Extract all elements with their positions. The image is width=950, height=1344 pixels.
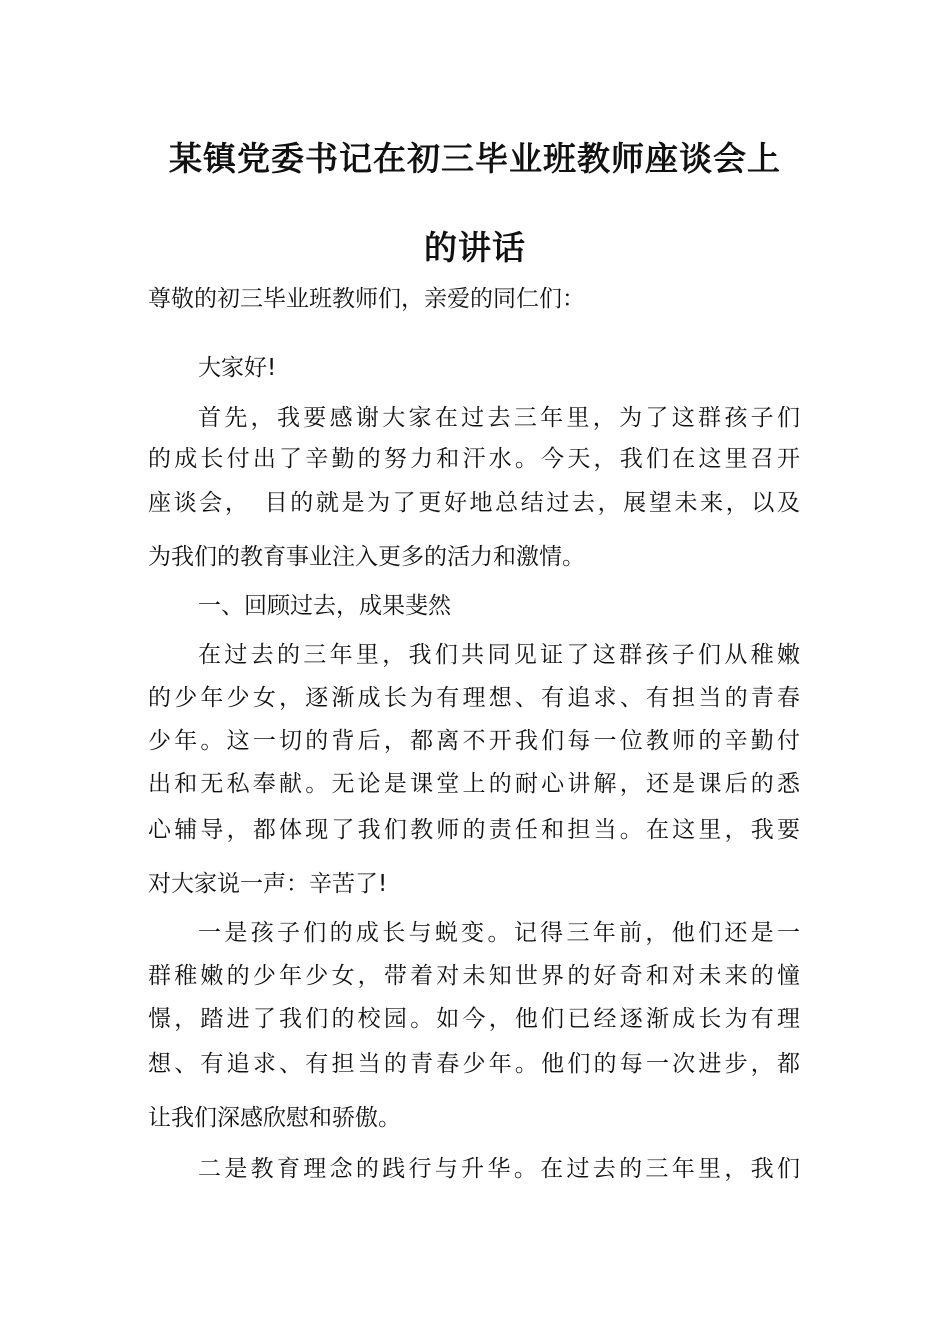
paragraph-line: 首先，我要感谢大家在过去三年里，为了这群孩子们	[198, 405, 800, 431]
section-heading: 一、回顾过去，成果斐然	[198, 593, 451, 619]
paragraph-line: 心辅导，都体现了我们教师的责任和担当。在这里，我要	[148, 817, 800, 843]
paragraph-line: 出和无私奉献。无论是课堂上的耐心讲解，还是课后的悉	[148, 771, 800, 797]
paragraph-line: 让我们深感欣慰和骄傲。	[148, 1105, 401, 1131]
salutation: 尊敬的初三毕业班教师们，亲爱的同仁们：	[148, 286, 585, 312]
paragraph-line: 群稚嫩的少年少女，带着对未知世界的好奇和对未来的憧	[148, 963, 800, 989]
paragraph-line: 对大家说一声：辛苦了!	[148, 871, 388, 897]
paragraph-line: 想、有追求、有担当的青春少年。他们的每一次进步，都	[148, 1051, 800, 1077]
paragraph-line: 为我们的教育事业注入更多的活力和激情。	[148, 544, 585, 570]
paragraph-line: 憬，踏进了我们的校园。如今，他们已经逐渐成长为有理	[148, 1006, 800, 1032]
paragraph-line: 的成长付出了辛勤的努力和汗水。今天，我们在这里召开	[148, 446, 800, 472]
paragraph-line: 在过去的三年里，我们共同见证了这群孩子们从稚嫩	[198, 642, 800, 668]
document-title-line-1: 某镇党委书记在初三毕业班教师座谈会上	[169, 139, 781, 178]
paragraph-line: 二是教育理念的践行与升华。在过去的三年里，我们	[198, 1156, 800, 1182]
document-title-line-2: 的讲话	[424, 228, 526, 267]
greeting: 大家好!	[198, 355, 277, 381]
paragraph-line: 少年。这一切的背后，都离不开我们每一位教师的辛勤付	[148, 728, 800, 754]
paragraph-line: 的少年少女，逐渐成长为有理想、有追求、有担当的青春	[148, 685, 800, 711]
paragraph-line: 座谈会， 目的就是为了更好地总结过去，展望未来，以及	[148, 490, 800, 516]
paragraph-line: 一是孩子们的成长与蜕变。记得三年前，他们还是一	[198, 920, 800, 946]
